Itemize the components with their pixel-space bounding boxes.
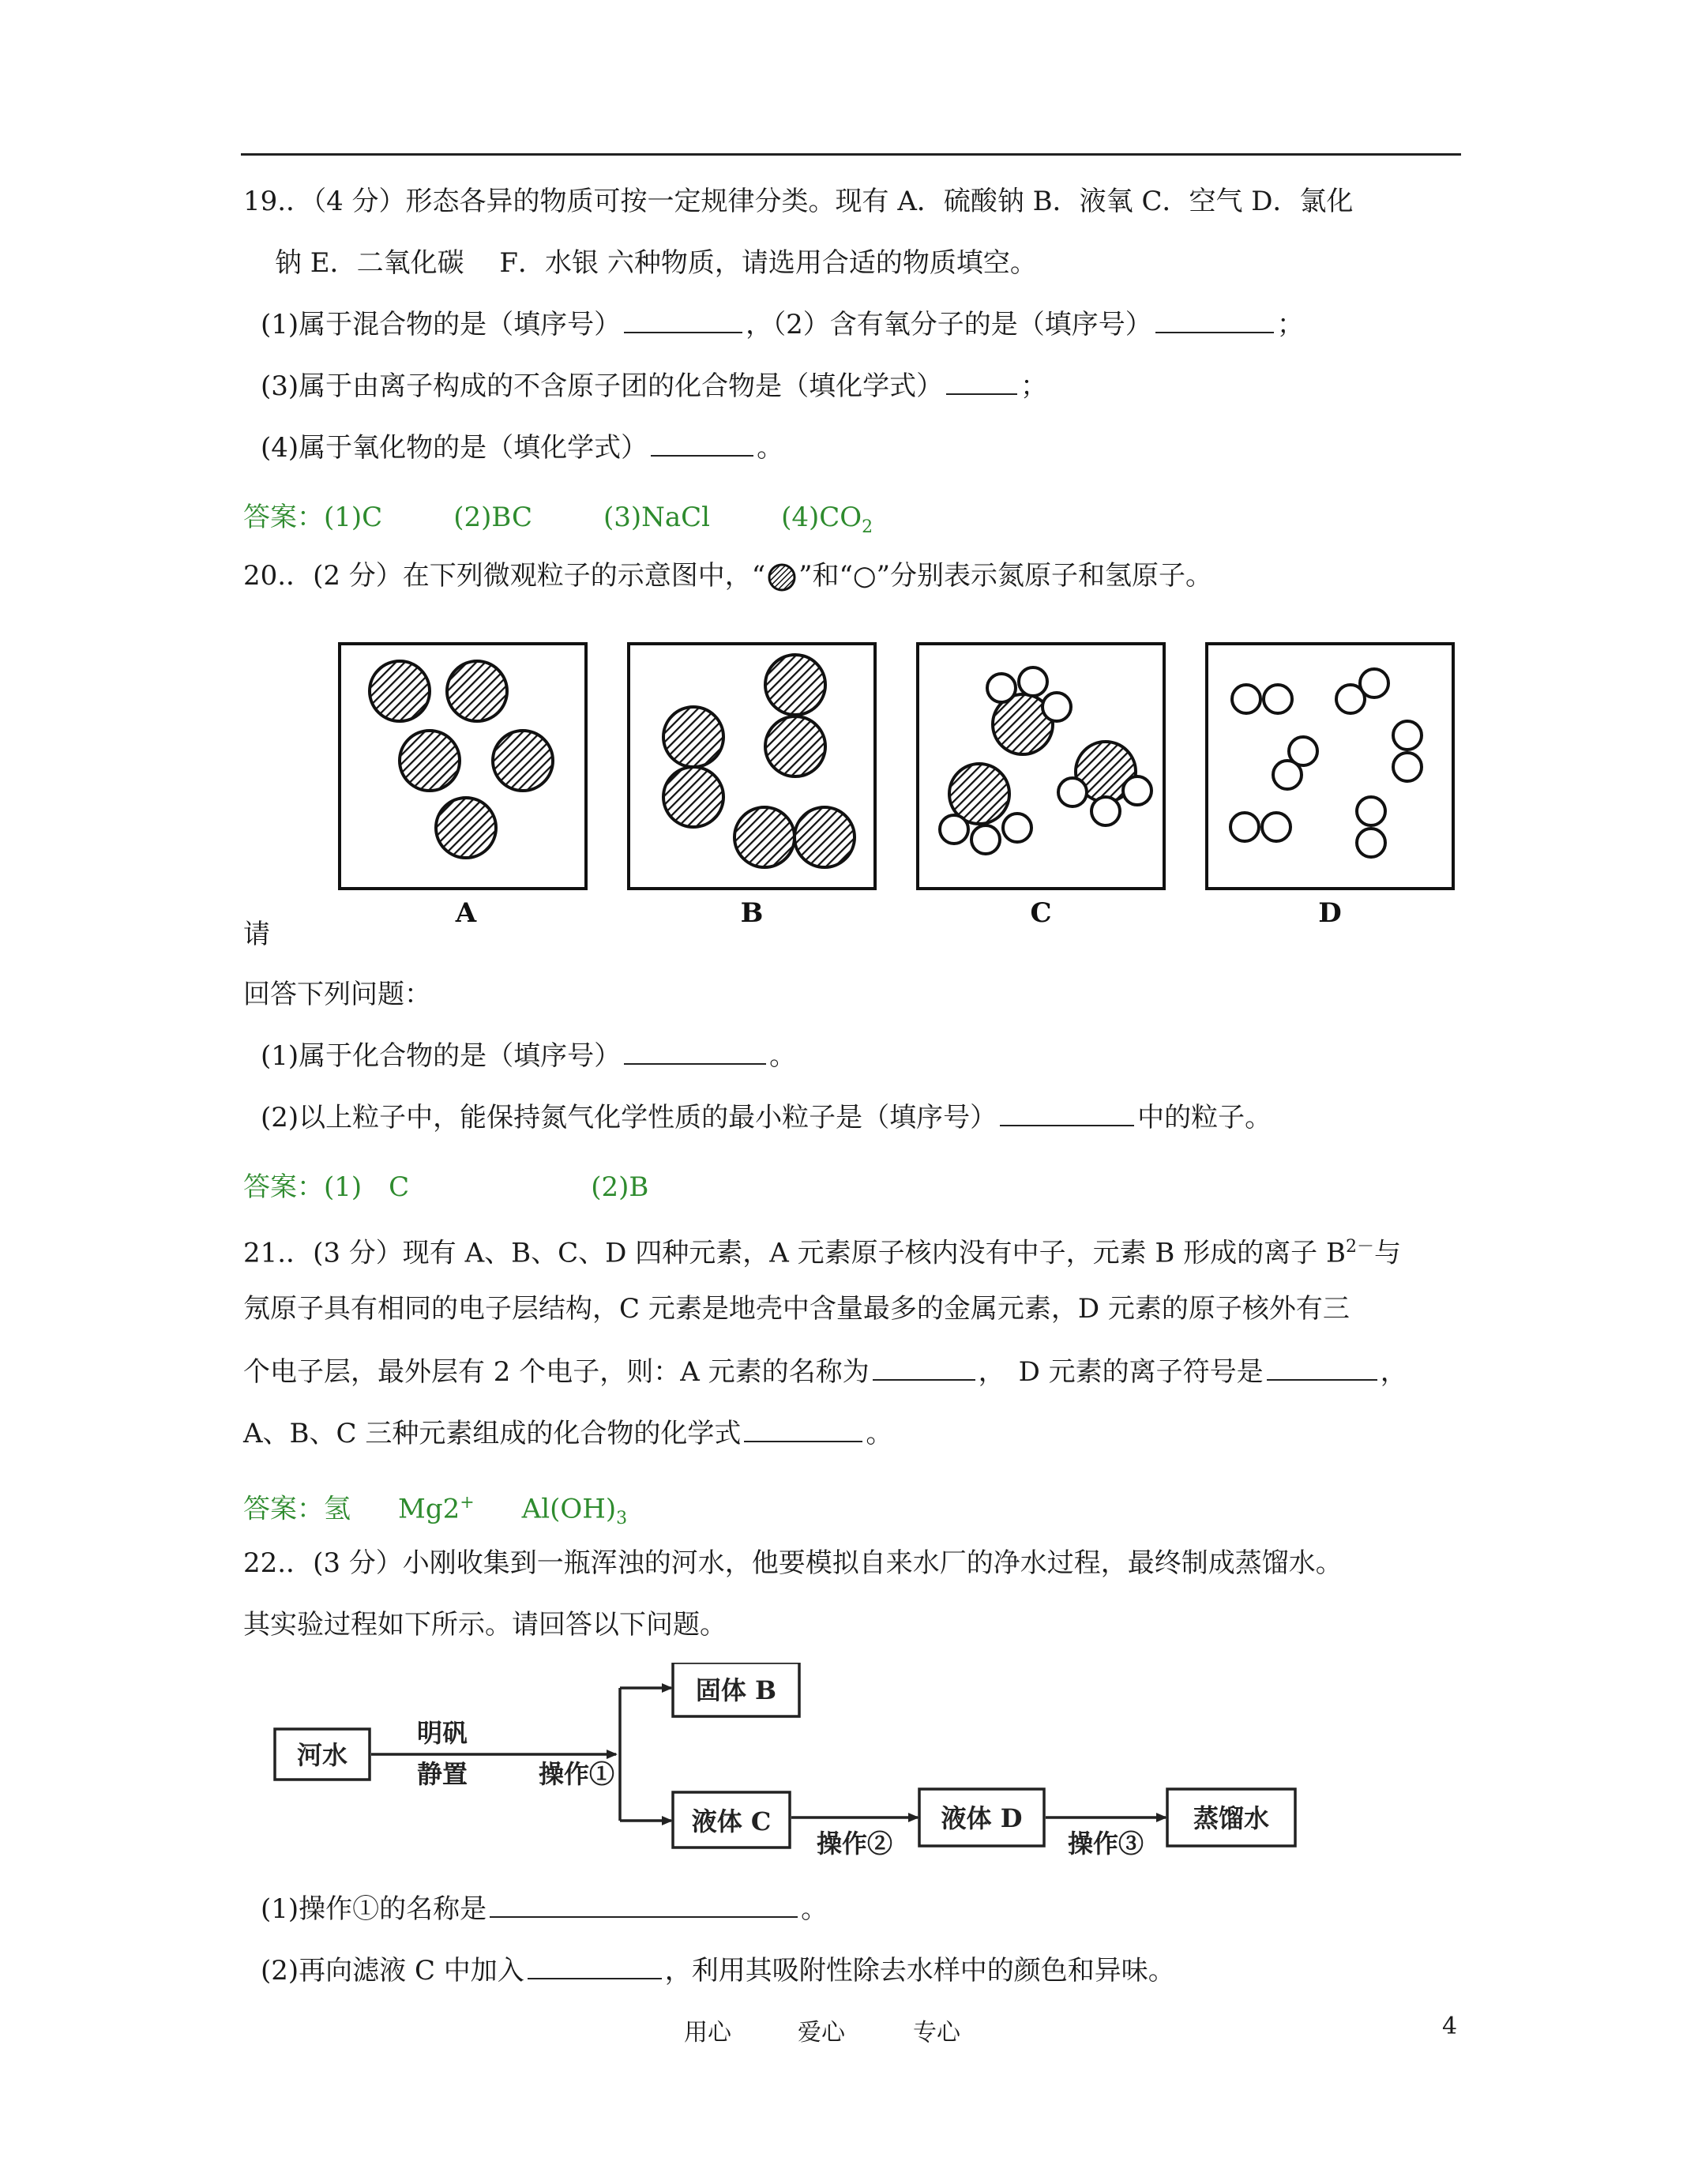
q19-part2-text: ，（2）含有氧分子的是（填序号） bbox=[746, 309, 1152, 340]
q21-line3-mid: ， D 元素的离子符号是 bbox=[978, 1356, 1264, 1388]
footer-motto-2: 爱心 bbox=[798, 2019, 845, 2047]
q19-answer-4: (4)CO bbox=[781, 502, 862, 533]
q19-blank4 bbox=[651, 428, 753, 457]
q22-blank2 bbox=[528, 1951, 662, 1979]
q19-answer bbox=[243, 499, 873, 546]
q21-answer-2-sup: + bbox=[460, 1493, 475, 1513]
q20-answer-2: (2)B bbox=[591, 1171, 649, 1203]
panel-c-molecules bbox=[940, 667, 1151, 854]
q21-line1-sup: 2－ bbox=[1345, 1237, 1374, 1257]
panel-a-atoms bbox=[370, 661, 553, 858]
panel-a bbox=[340, 644, 586, 929]
q19-line2: 钠 E．二氧化碳 F．水银 六种物质，请选用合适的物质填空。 bbox=[275, 247, 1037, 279]
q19-answer-label: 答案： bbox=[243, 502, 324, 533]
panel-c bbox=[918, 644, 1164, 929]
panel-b bbox=[629, 644, 875, 929]
q20-part2 bbox=[261, 1098, 1272, 1136]
q21-line3-tail: ， bbox=[1380, 1356, 1407, 1388]
q19-part1 bbox=[261, 305, 1304, 343]
q19-answer-2: (2)BC bbox=[453, 502, 532, 533]
q19-answer-3: (3)NaCl bbox=[603, 502, 711, 533]
q21-answer-3: Al(OH) bbox=[521, 1493, 617, 1525]
flow-liquid-c-label: 液体 C bbox=[691, 1806, 772, 1836]
q20-answer-1: (1) C bbox=[324, 1171, 410, 1203]
q21-line1-tail: 与 bbox=[1373, 1237, 1401, 1269]
q19-answer-1: (1)C bbox=[324, 502, 383, 533]
q21-line4-text: A、B、C 三种元素组成的化合物的化学式 bbox=[243, 1418, 742, 1449]
q20-part2-text: (2)以上粒子中，能保持氮气化学性质的最小粒子是（填序号） bbox=[261, 1102, 997, 1133]
q22-part1-tail: 。 bbox=[801, 1893, 828, 1925]
q21-blank1 bbox=[873, 1352, 975, 1381]
flow-op3-label: 操作③ bbox=[1067, 1829, 1144, 1859]
q19-part1-text: (1)属于混合物的是（填序号） bbox=[261, 309, 622, 340]
q22-line1: 22.．(3 分）小刚收集到一瓶浑浊的河水，他要模拟自来水厂的净水过程，最终制成蒸馏水。 bbox=[243, 1547, 1343, 1579]
q22-part2-text: (2)再向滤液 C 中加入 bbox=[261, 1955, 524, 1987]
q21-line1-text: 21.．(3 分）现有 A、B、C、D 四种元素，A 元素原子核内没有中子，元素 B 形成的离子 B bbox=[243, 1237, 1346, 1269]
q21-line3 bbox=[243, 1352, 1407, 1390]
flow-distilled-label: 蒸馏水 bbox=[1193, 1803, 1270, 1833]
q19-part4-tail: 。 bbox=[757, 432, 784, 464]
q20-answer-label: 答案： bbox=[243, 1171, 324, 1203]
panel-a-label: A bbox=[455, 897, 477, 929]
footer-motto-3: 专心 bbox=[913, 2019, 960, 2047]
q21-line4-tail: 。 bbox=[866, 1418, 893, 1449]
q19-line1: 19.．（4 分）形态各异的物质可按一定规律分类。现有 A．硫酸钠 B．液氧 C．空气 D．氯化 bbox=[243, 186, 1354, 217]
q19-part4-text: (4)属于氧化物的是（填化学式） bbox=[261, 432, 648, 464]
q19-part3-text: (3)属于由离子构成的不含原子团的化合物是（填化学式） bbox=[261, 370, 944, 402]
q20-intro-b: ”和“○”分别表示氮原子和氢原子。 bbox=[798, 560, 1212, 592]
q22-part2 bbox=[261, 1951, 1175, 1989]
q19-part4 bbox=[261, 428, 783, 466]
q21-answer bbox=[243, 1485, 627, 1537]
q21-answer-3-sub: 3 bbox=[616, 1509, 628, 1529]
q20-intro-a: 20.．(2 分）在下列微观粒子的示意图中，“ bbox=[243, 560, 766, 592]
q21-blank2 bbox=[1267, 1352, 1377, 1381]
flow-op2-label: 操作② bbox=[816, 1829, 893, 1859]
particle-diagram bbox=[332, 636, 1477, 936]
q20-huida: 回答下列问题： bbox=[243, 979, 431, 1010]
q21-answer-label: 答案： bbox=[243, 1493, 324, 1525]
nitrogen-atom-icon bbox=[765, 562, 798, 592]
q20-qing: 请 bbox=[243, 919, 270, 950]
q20-blank1 bbox=[624, 1036, 766, 1065]
q22-part1 bbox=[261, 1889, 828, 1927]
q21-line2: 氖原子具有相同的电子层结构，C 元素是地壳中含量最多的金属元素，D 元素的原子核外有三 bbox=[243, 1293, 1350, 1325]
q19-blank3 bbox=[946, 367, 1017, 395]
q20-part1-tail: 。 bbox=[769, 1040, 797, 1072]
q19-blank1 bbox=[624, 305, 742, 333]
q19-part2-tail: ； bbox=[1276, 309, 1304, 340]
q20-blank2 bbox=[1000, 1098, 1134, 1126]
panel-c-label: C bbox=[1030, 897, 1052, 929]
q22-part2-tail: ，利用其吸附性除去水样中的颜色和异味。 bbox=[664, 1955, 1175, 1987]
q20-part2-tail: 中的粒子。 bbox=[1137, 1102, 1272, 1133]
flow-solid-label: 固体 B bbox=[695, 1675, 777, 1705]
q22-line2: 其实验过程如下所示。请回答以下问题。 bbox=[243, 1609, 727, 1641]
flow-settle-label: 静置 bbox=[416, 1759, 468, 1789]
q22-blank1 bbox=[490, 1889, 798, 1918]
q21-line4 bbox=[243, 1414, 892, 1452]
flow-alum-label: 明矾 bbox=[416, 1718, 468, 1748]
q22-part1-text: (1)操作①的名称是 bbox=[261, 1893, 487, 1925]
flow-liquid-d-label: 液体 D bbox=[941, 1803, 1023, 1833]
q21-answer-1: 氢 bbox=[324, 1493, 351, 1525]
panel-b-label: B bbox=[740, 897, 764, 929]
q19-part3-tail: ； bbox=[1020, 370, 1048, 402]
q19-answer-4-sub: 2 bbox=[862, 517, 873, 537]
purification-flowchart bbox=[269, 1663, 1319, 1868]
q20-part1 bbox=[261, 1036, 796, 1074]
footer-motto-1: 用心 bbox=[684, 2019, 731, 2047]
q19-blank2 bbox=[1155, 305, 1274, 333]
q21-blank3 bbox=[744, 1414, 862, 1442]
panel-d-label: D bbox=[1318, 897, 1342, 929]
flow-op1-label: 操作① bbox=[538, 1759, 615, 1789]
q20-answer bbox=[243, 1169, 648, 1205]
header-rule bbox=[241, 153, 1461, 156]
q21-line3-text: 个电子层，最外层有 2 个电子，则：A 元素的名称为 bbox=[243, 1356, 870, 1388]
page-number: 4 bbox=[1442, 2013, 1458, 2040]
q19-part3 bbox=[261, 367, 1047, 404]
flow-river-label: 河水 bbox=[296, 1740, 348, 1770]
panel-d-molecules bbox=[1230, 669, 1422, 857]
q20-part1-text: (1)属于化合物的是（填序号） bbox=[261, 1040, 622, 1072]
panel-b-molecules bbox=[663, 655, 855, 867]
panel-d bbox=[1207, 644, 1453, 929]
q21-answer-2: Mg2 bbox=[398, 1493, 460, 1525]
q21-line1 bbox=[243, 1229, 1401, 1271]
q20-intro bbox=[243, 558, 1212, 594]
